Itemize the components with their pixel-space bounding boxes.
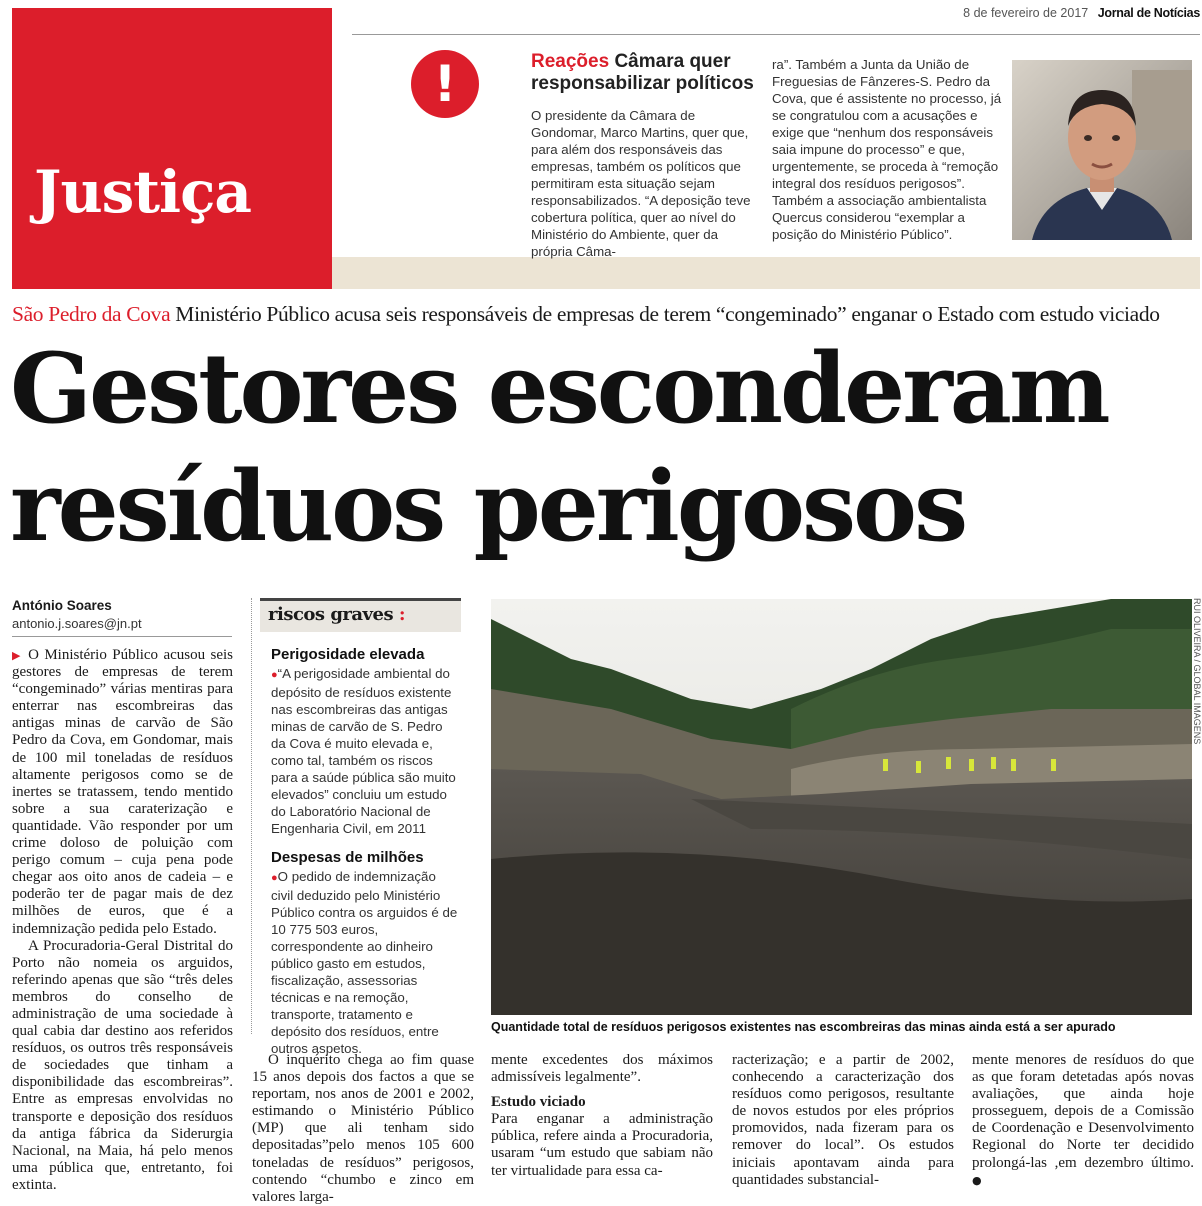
- top-rule: [352, 34, 1200, 35]
- colon-icon: :: [398, 604, 406, 625]
- mine-dump-photo: [491, 599, 1192, 1015]
- article-column-1: [12, 647, 233, 1194]
- headline: [10, 330, 1200, 566]
- sidebar-item-body: “A perigosidade ambiental do depósito de resíduos existente nas escombreiras das antigas minas de carvão de S. Pedro da Cova é muito elevada e, como tal, também os riscos para a saúde pública são muito elevados” concluiu um estudo do Laboratório Nacional de Engenharia Civil, em 2011: [271, 666, 456, 836]
- headline-line-2: resíduos perigosos: [10, 450, 966, 563]
- article-column-4: [732, 1052, 954, 1189]
- lead-triangle-icon: ▶: [12, 649, 23, 662]
- section-block: [12, 8, 332, 289]
- article-column-5: [972, 1052, 1194, 1189]
- exclamation-icon: !: [411, 50, 479, 118]
- end-mark-icon: ●: [972, 1173, 982, 1187]
- sidebar-item-text: [271, 665, 459, 837]
- paragraph: mente menores de resíduos do que as que foram detetadas após novas avaliações, que ainda hoje prosseguem, depois de a Comissão de Coordenação e Desenvolvimento Regional do Norte ter decidido prolongá-las ,em dezembro último.: [972, 1052, 1194, 1171]
- date-line: [963, 6, 1200, 20]
- paragraph: O inquérito chega ao fim quase 15 anos depois dos factos a que se reportam, nos anos de 2001 e 2002, estimando o Ministério Público (MP) que ali tenham sido depositadas”pelo menos 105 600 toneladas de resíduos” perigosos, contendo “chumbo e zinco em valores larga-: [252, 1052, 474, 1205]
- author-name: António Soares: [12, 598, 112, 613]
- sidebar-item-title: Perigosidade elevada: [271, 646, 425, 663]
- paragraph: A Procuradoria-Geral Distrital do Porto não nomeia os arguidos, referindo apenas que são “três deles membros do conselho de administração de uma sociedade à qual cabia dar destino aos referidos resíduos, os outros três responsáveis de sociedades que tinham a disponibilidade das escombreiras”. Entre as empresas envolvidas no transporte e deposição dos resíduos da antiga fábrica da Siderurgia Nacional, na Maia, há pelo menos uma pública que, entretanto, foi extinta.: [12, 937, 233, 1193]
- photo-credit: RUI OLIVEIRA / GLOBAL IMAGENS: [1192, 598, 1202, 745]
- sidebar-title: [268, 604, 405, 625]
- paragraph: racterização; e a partir de 2002, conhecendo a caracterização dos resíduos como perigosos, resultante de novos estudos por eles próprios promovidos, nada fizeram para os remover do local”. Os estudos iniciais apontavam ainda para quantidades substancial-: [732, 1052, 954, 1188]
- reactions-title: [531, 51, 761, 95]
- sidebar-item-body: O pedido de indemnização civil deduzido pelo Ministério Público contra os arguidos é de 10 775 503 euros, correspondente ao dinheiro público gasto em estudos, fiscalização, assessorias técnicas e na remoção, transporte, tratamento e depósito dos resíduos, entre outros aspetos.: [271, 869, 458, 1056]
- bullet-icon: ●: [271, 669, 278, 681]
- headline-line-1: Gestores esconderam: [10, 332, 1108, 445]
- reactions-text-col1: O presidente da Câmara de Gondomar, Marco Martins, quer que, para além dos responsáveis das empresas, também os políticos que permitiram esta situação sejam responsabilizados. “A deposição teve cobertura política, quer ao nível do Ministério do Ambiente, quer da própria Câma-: [531, 108, 751, 259]
- article-column-3: [491, 1052, 713, 1180]
- publication-date: 8 de fevereiro de 2017: [963, 6, 1089, 20]
- section-title: Justiça: [34, 158, 251, 226]
- article-column-2: [252, 1052, 474, 1206]
- subheadline-text: Ministério Público acusa seis responsáveis de empresas de terem “congeminado” enganar o Estado com estudo viciado: [175, 302, 1160, 326]
- byline-divider: [12, 636, 232, 637]
- reactions-text-col2: ra”. Também a Junta da União de Freguesias de Fânzeres-S. Pedro da Cova, que é assistente no processo, já se congratulou com a acusações e exige que “nenhum dos responsáveis saia impune do processo” e que, urgentemente, se proceda à “remoção integral dos resíduos perigosos”. Também a associação ambientalista Quercus considerou “exemplar a posição do Ministério Público”.: [772, 57, 1002, 242]
- sidebar-item-title: Despesas de milhões: [271, 849, 424, 866]
- subheadline: [12, 302, 1202, 327]
- paragraph: O Ministério Público acusou seis gestores de empresas de terem “congeminado” várias mentiras para enterrar nas escombreiras das antigas minas de carvão de São Pedro da Cova, em Gondomar, mais de 100 mil toneladas de resíduos altamente perigosos como se de inertes se tratassem, tendo mentido sobre a sua caraterização e quantidade. Vão responder por um crime doloso de poluição com perigo comum – cuja pena pode chegar aos oito anos de cadeia – e poderão ter de pagar mais de dez milhões de euros, que é a indemnização pedida pelo Estado.: [12, 647, 233, 937]
- section-subhead: Estudo viciado: [491, 1094, 586, 1111]
- location-label: São Pedro da Cova: [12, 302, 171, 326]
- reactions-heading: Câmara quer responsabilizar políticos: [531, 51, 754, 94]
- paragraph: mente excedentes dos máximos admissíveis legalmente”.: [491, 1052, 713, 1086]
- portrait-photo: [1012, 60, 1192, 240]
- author-email[interactable]: antonio.j.soares@jn.pt: [12, 616, 142, 631]
- reactions-kicker: Reações: [531, 51, 610, 72]
- paragraph: Para enganar a administração pública, refere ainda a Procuradoria, usaram “um estudo que sabiam não ter virtualidade para essa ca-: [491, 1111, 713, 1179]
- bullet-icon: ●: [271, 872, 278, 884]
- sidebar-title-text: riscos graves: [268, 604, 394, 625]
- column-divider: [251, 598, 252, 1034]
- decorative-bar: [332, 257, 1200, 289]
- sidebar-item-text: [271, 868, 459, 1057]
- publication-name: Jornal de Notícias: [1097, 6, 1200, 20]
- photo-caption: Quantidade total de resíduos perigosos existentes nas escombreiras das minas ainda está a ser apurado: [491, 1020, 1116, 1034]
